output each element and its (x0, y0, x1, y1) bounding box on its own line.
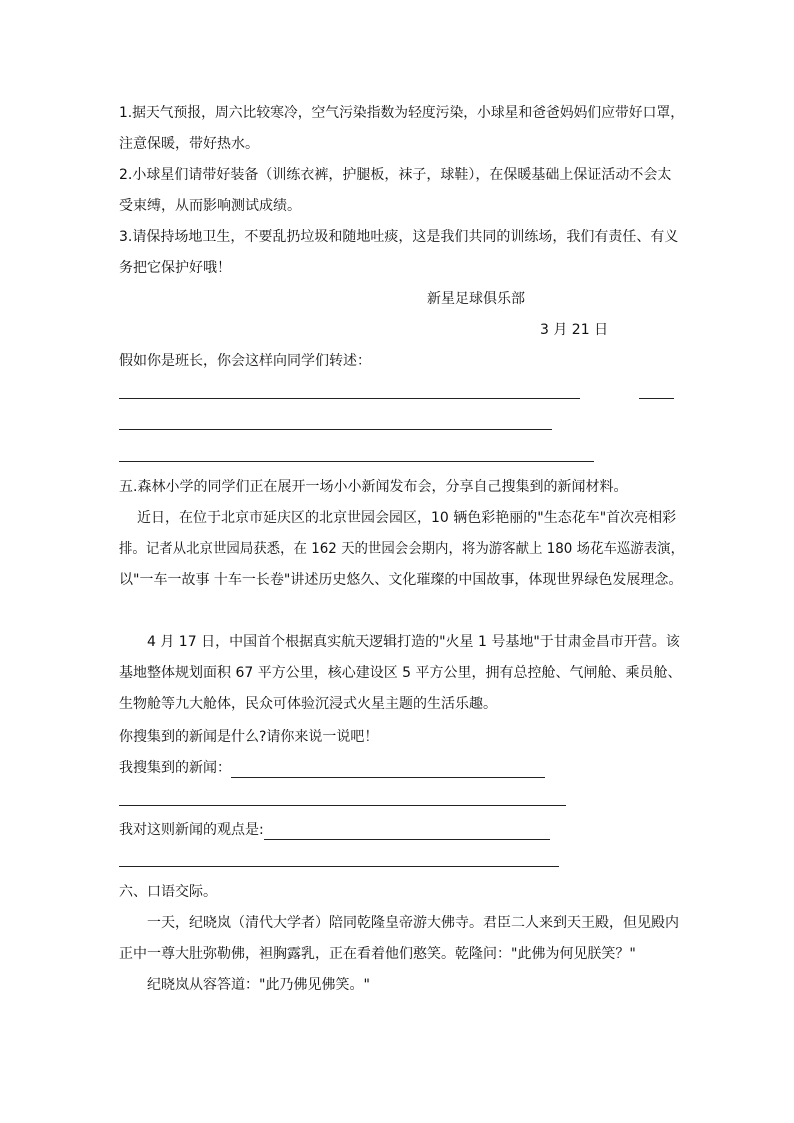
notice-signature: 新星足球俱乐部 (427, 291, 525, 307)
opinion-row (119, 820, 550, 840)
news-1-line-3: 以"一车一故事 十车一长卷"讲述历史悠久、文化璀璨的中国故事，体现世界绿色发展理念。 (119, 572, 683, 588)
collected-news-blank[interactable] (231, 762, 545, 778)
news-question: 你搜集到的新闻是什么?请你来说一说吧！ (119, 729, 379, 745)
notice-item-2-line-2: 受束缚，从而影响测试成绩。 (119, 198, 301, 214)
news-2-line-3: 生物舱等九大舱体，民众可体验沉浸式火星主题的生活乐趣。 (119, 696, 497, 712)
news-1-line-2: 排。记者从北京世园局获悉，在 162 天的世园会会期内，将为游客献上 180 场花车巡游表演， (119, 541, 684, 557)
story-line-2: 正中一尊大肚弥勒佛，袒胸露乳，正在看着他们憨笑。乾隆问："此佛为何见朕笑？" (119, 946, 636, 962)
collected-news-line-2[interactable] (119, 805, 566, 806)
monitor-prompt: 假如你是班长，你会这样向同学们转述： (119, 353, 371, 369)
opinion-blank[interactable] (264, 824, 550, 840)
answer-line-3[interactable] (119, 461, 594, 462)
notice-item-2-line-1: 2.小球星们请带好装备（训练衣裤，护腿板，袜子，球鞋），在保暖基础上保证活动不会太 (119, 167, 672, 183)
story-line-3: 纪晓岚从容答道："此乃佛见佛笑。" (147, 977, 370, 993)
story-line-1: 一天，纪晓岚（清代大学者）陪同乾隆皇帝游大佛寺。君臣二人来到天王殿，但见殿内 (147, 915, 679, 931)
answer-line-1b[interactable] (639, 398, 674, 399)
news-1-line-1: 近日，在位于北京市延庆区的北京世园会园区，10 辆色彩艳丽的"生态花车"首次亮相彩 (137, 510, 677, 526)
section-6-heading: 六、口语交际。 (119, 884, 217, 900)
opinion-line-2[interactable] (119, 866, 559, 867)
notice-item-1-line-1: 1.据天气预报，周六比较寒冷，空气污染指数为轻度污染，小球星和爸爸妈妈们应带好口罩， (119, 105, 684, 121)
collected-news-label: 我搜集到的新闻： (119, 760, 231, 776)
notice-item-3-line-1: 3.请保持场地卫生，不要乱扔垃圾和随地吐痰，这是我们共同的训练场，我们有责任、有义 (119, 229, 679, 245)
news-2-line-1: 4 月 17 日，中国首个根据真实航天逻辑打造的"火星 1 号基地"于甘肃金昌市开营。该 (147, 634, 680, 650)
section-5-heading: 五.森林小学的同学们正在展开一场小小新闻发布会，分享自己搜集到的新闻材料。 (119, 479, 628, 495)
notice-date: 3 月 21 日 (540, 322, 609, 338)
opinion-label: 我对这则新闻的观点是: (119, 822, 264, 838)
answer-line-1[interactable] (119, 398, 580, 399)
notice-item-3-line-2: 务把它保护好哦！ (119, 260, 231, 276)
collected-news-row (119, 758, 545, 778)
news-2-line-2: 基地整体规划面积 67 平方公里，核心建设区 5 平方公里，拥有总控舱、气闸舱、乘员舱、 (119, 665, 682, 681)
notice-item-1-line-2: 注意保暖，带好热水。 (119, 136, 259, 152)
answer-line-2[interactable] (119, 429, 552, 430)
